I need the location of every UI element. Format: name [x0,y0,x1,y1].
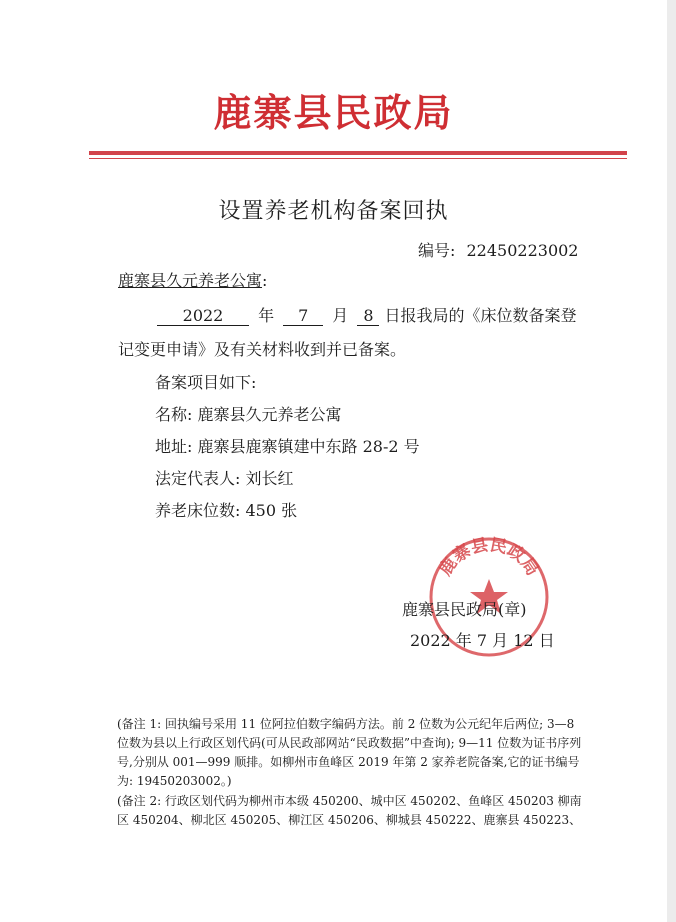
recipient-colon: : [262,271,268,290]
document-title: 设置养老机构备案回执 [218,199,449,224]
document-number-value: 22450223002 [466,241,579,260]
received-year: 2022 [157,307,249,326]
note-1: (备注 1: 回执编号采用 11 位阿拉伯数字编码方法。前 2 位数为公元纪年后两位; 3—8 位数为县以上行政区划代码(可从民政部网站“民政数据”中查询); 9—11 位数为证书序列号,分别从 001—999 顺排。如柳州市鱼峰区 2019 年第 2 家养老院备案,它的证书编号为: 19450203002。) [117,717,582,788]
item-address [155,434,420,457]
body-line-1-tail: 日报我局的《床位数备案登 [384,306,577,325]
header-rule-thick [89,151,627,155]
item-value: 450 张 [245,501,298,520]
document-number [418,238,578,261]
received-month-unit: 月 [332,306,349,325]
item-label: 地址: [155,437,193,456]
recipient-line [118,268,267,291]
org-header-title: 鹿寨县民政局 [213,90,454,135]
recipient-name: 鹿寨县久元养老公寓 [118,271,263,290]
item-value: 鹿寨县久元养老公寓 [197,405,342,424]
item-bed-count [155,498,297,521]
svg-text:鹿寨县民政局 [435,535,543,579]
notes-block [117,715,587,830]
page-edge [667,0,676,922]
note-2: (备注 2: 行政区划代码为柳州市本级 450200、城中区 450202、鱼峰区 450203 柳南区 450204、柳北区 450205、柳江区 450206、柳城县 450222、鹿寨县 450223、 [117,794,582,827]
body-line-1 [157,303,577,326]
signature-date: 2022 年 7 月 12 日 [410,631,555,650]
body-line-2: 记变更申请》及有关材料收到并已备案。 [118,340,407,359]
document-number-label: 编号: [418,241,456,260]
item-label: 法定代表人: [155,469,241,488]
item-label: 名称: [155,405,193,424]
item-label: 养老床位数: [155,501,241,520]
received-year-unit: 年 [258,306,275,325]
item-value: 刘长红 [245,469,294,488]
items-heading: 备案项目如下: [155,373,257,392]
header-rule-thin [89,158,627,159]
signature-org: 鹿寨县民政局(章) [402,600,527,619]
seal-text: 鹿寨县民政局 [435,535,543,580]
item-name [155,402,342,425]
received-month: 7 [283,307,323,326]
item-value: 鹿寨县鹿寨镇建中东路 28-2 号 [197,437,420,456]
received-day: 8 [357,307,379,326]
item-legal-representative [155,466,294,489]
